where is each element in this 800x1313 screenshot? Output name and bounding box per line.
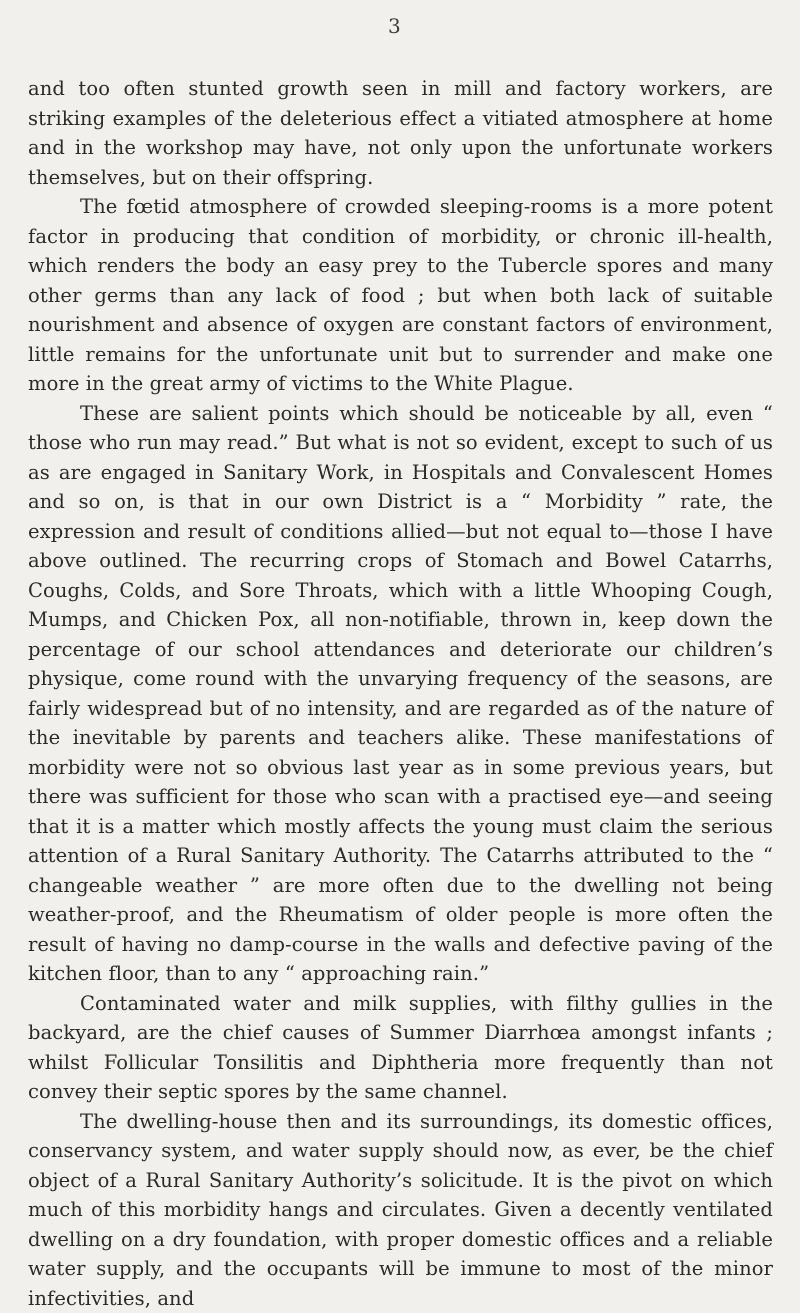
- paragraph-3: These are salient points which should be noticeable by all, even “ those who run may read.” But what is not so evident, except to such of us as are engaged in Sanitary Work, in Hospitals and Convalescent Homes and so on, is that in our own District is a “ Morbidity ” rate, the expression and result of conditions allied—but not equal to—those I have above outlined. The recurring crops of Stomach and Bowel Catarrhs, Coughs, Colds, and Sore Throats, which with a little Whooping Cough, Mumps, and Chicken Pox, all non-notifiable, thrown in, keep down the percentage of our school attendances and deteriorate our children’s physique, come round with the unvarying frequency of the seasons, are fairly widespread but of no intensity, and are regarded as of the nature of the inevitable by parents and teachers alike. These manifestations of morbidity were not so obvious last year as in some previous years, but there was sufficient for those who scan with a practised eye—and seeing that it is a matter which mostly affects the young must claim the serious attention of a Rural Sanitary Authority. The Catarrhs attributed to the “ changeable weather ” are more often due to the dwelling not being weather-proof, and the Rheumatism of older people is more often the result of having no damp-course in the walls and defective paving of the kitchen floor, than to any “ approaching rain.”: [28, 399, 773, 989]
- paragraph-2: The fœtid atmosphere of crowded sleeping-rooms is a more potent factor in producing that condition of morbidity, or chronic ill-health, which renders the body an easy prey to the Tubercle spores and many other germs than any lack of food ; but when both lack of suitable nourishment and absence of oxygen are constant factors of environment, little remains for the unfortunate unit but to surrender and make one more in the great army of victims to the White Plague.: [28, 192, 773, 399]
- text-body: [28, 74, 773, 1313]
- page-number: 3: [388, 14, 401, 38]
- paragraph-4: Contaminated water and milk supplies, with filthy gullies in the backyard, are the chief causes of Summer Diarrhœa amongst infants ; whilst Follicular Tonsilitis and Diphtheria more frequently than not convey their septic spores by the same channel.: [28, 989, 773, 1107]
- paragraph-1: and too often stunted growth seen in mill and factory workers, are striking examples of the deleterious effect a vitiated atmosphere at home and in the workshop may have, not only upon the unfortunate workers themselves, but on their offspring.: [28, 74, 773, 192]
- paragraph-5: The dwelling-house then and its surroundings, its domestic offices, conservancy system, and water supply should now, as ever, be the chief object of a Rural Sanitary Authority’s solicitude. It is the pivot on which much of this morbidity hangs and circulates. Given a decently ventilated dwelling on a dry foundation, with proper domestic offices and a reliable water supply, and the occupants will be immune to most of the minor infectivities, and: [28, 1107, 773, 1313]
